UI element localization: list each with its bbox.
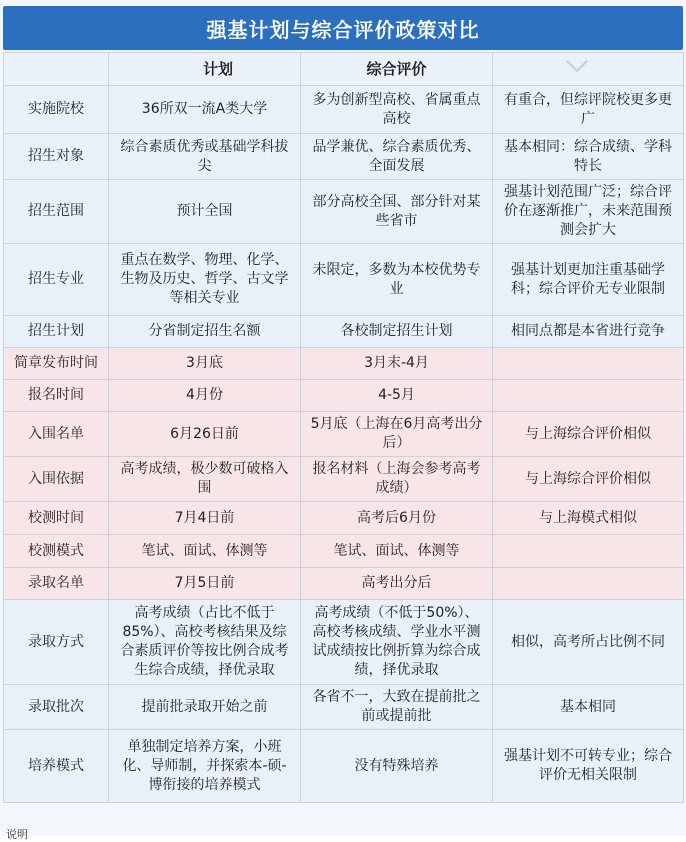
row-label: 招生计划 [4,316,109,348]
cell-plan: 单独制定培养方案，小班化、导师制，并探索本-硕-博衔接的培养模式 [109,730,301,803]
cell-comprehensive: 品学兼优、综合素质优秀、全面发展 [301,134,493,180]
cell-plan: 7月5日前 [109,568,301,600]
table-row [4,685,684,730]
cell-comprehensive: 报名材料（上海会参考高考成绩） [301,457,493,502]
cell-comprehensive: 各省不一，大致在提前批之前或提前批 [301,685,493,730]
row-label: 培养模式 [4,730,109,803]
table-row [4,730,684,803]
cell-comprehensive: 部分高校全国、部分针对某些省市 [301,180,493,244]
cell-comprehensive: 未限定，多数为本校优势专业 [301,244,493,316]
row-label: 招生对象 [4,134,109,180]
row-label: 招生专业 [4,244,109,316]
table-row [4,568,684,600]
cell-comparison: 强基计划范围广泛；综合评价在逐渐推广，未来范围预测会扩大 [493,180,684,244]
cell-plan: 高考成绩（占比不低于85%）、高校考核结果及综合素质评价等按比例合成考生综合成绩，择优录取 [109,600,301,685]
cell-comprehensive: 3月末-4月 [301,348,493,380]
row-label: 校测时间 [4,502,109,535]
row-label: 录取批次 [4,685,109,730]
cell-comparison: 相同点都是本省进行竞争 [493,316,684,348]
cell-comprehensive: 高考成绩（不低于50%）、高校考核成绩、学业水平测试成绩按比例折算为综合成绩，择优录取 [301,600,493,685]
cell-plan: 4月份 [109,380,301,412]
cell-comparison [493,380,684,412]
cell-comparison [493,568,684,600]
table-body [4,86,684,803]
cell-plan: 高考成绩，极少数可破格入围 [109,457,301,502]
header-cell-comprehensive: 综合评价 [301,53,493,86]
row-label: 实施院校 [4,86,109,134]
cell-comparison: 强基计划不可转专业；综合评价无相关限制 [493,730,684,803]
table-row [4,244,684,316]
table-row [4,600,684,685]
table-row [4,457,684,502]
cell-comparison: 与上海综合评价相似 [493,457,684,502]
cell-plan: 笔试、面试、体测等 [109,535,301,568]
header-cell-plan: 计划 [109,53,301,86]
row-label: 录取名单 [4,568,109,600]
footer-note: 说明 [6,828,28,841]
cell-plan: 3月底 [109,348,301,380]
table-row [4,134,684,180]
cell-comprehensive: 5月底（上海在6月高考出分后） [301,412,493,457]
header-row [4,53,684,86]
row-label: 简章发布时间 [4,348,109,380]
cell-comprehensive: 高考出分后 [301,568,493,600]
cell-comprehensive: 多为创新型高校、省属重点高校 [301,86,493,134]
cell-comparison: 相似，高考所占比例不同 [493,600,684,685]
table-row [4,348,684,380]
header-cell-comparison [493,53,684,86]
cell-comprehensive: 高考后6月份 [301,502,493,535]
table-row [4,380,684,412]
cell-comprehensive: 没有特殊培养 [301,730,493,803]
cell-comprehensive: 笔试、面试、体测等 [301,535,493,568]
header-cell-label [4,53,109,86]
table-row [4,535,684,568]
row-label: 校测模式 [4,535,109,568]
table-row [4,86,684,134]
page-title: 强基计划与综合评价政策对比 [3,6,683,50]
table-row [4,502,684,535]
cell-comprehensive: 各校制定招生计划 [301,316,493,348]
cell-plan: 分省制定招生名额 [109,316,301,348]
table-row [4,412,684,457]
cell-comparison: 基本相同：综合成绩、学科特长 [493,134,684,180]
table-row [4,316,684,348]
cell-comparison [493,535,684,568]
cell-comparison: 与上海综合评价相似 [493,412,684,457]
cell-plan: 36所双一流A类大学 [109,86,301,134]
cell-comprehensive: 4-5月 [301,380,493,412]
row-label: 入围依据 [4,457,109,502]
row-label: 报名时间 [4,380,109,412]
cell-comparison: 有重合，但综评院校更多更广 [493,86,684,134]
cell-comparison: 强基计划更加注重基础学科；综合评价无专业限制 [493,244,684,316]
row-label: 招生范围 [4,180,109,244]
cell-plan: 6月26日前 [109,412,301,457]
cell-comparison [493,348,684,380]
cell-plan: 预计全国 [109,180,301,244]
cell-plan: 提前批录取开始之前 [109,685,301,730]
cell-comparison: 基本相同 [493,685,684,730]
cell-plan: 综合素质优秀或基础学科拔尖 [109,134,301,180]
row-label: 入围名单 [4,412,109,457]
comparison-table [3,52,684,803]
cell-plan: 7月4日前 [109,502,301,535]
table-row [4,180,684,244]
row-label: 录取方式 [4,600,109,685]
cell-comparison: 与上海模式相似 [493,502,684,535]
sparkle-icon [565,58,589,74]
cell-plan: 重点在数学、物理、化学、生物及历史、哲学、古文学等相关专业 [109,244,301,316]
